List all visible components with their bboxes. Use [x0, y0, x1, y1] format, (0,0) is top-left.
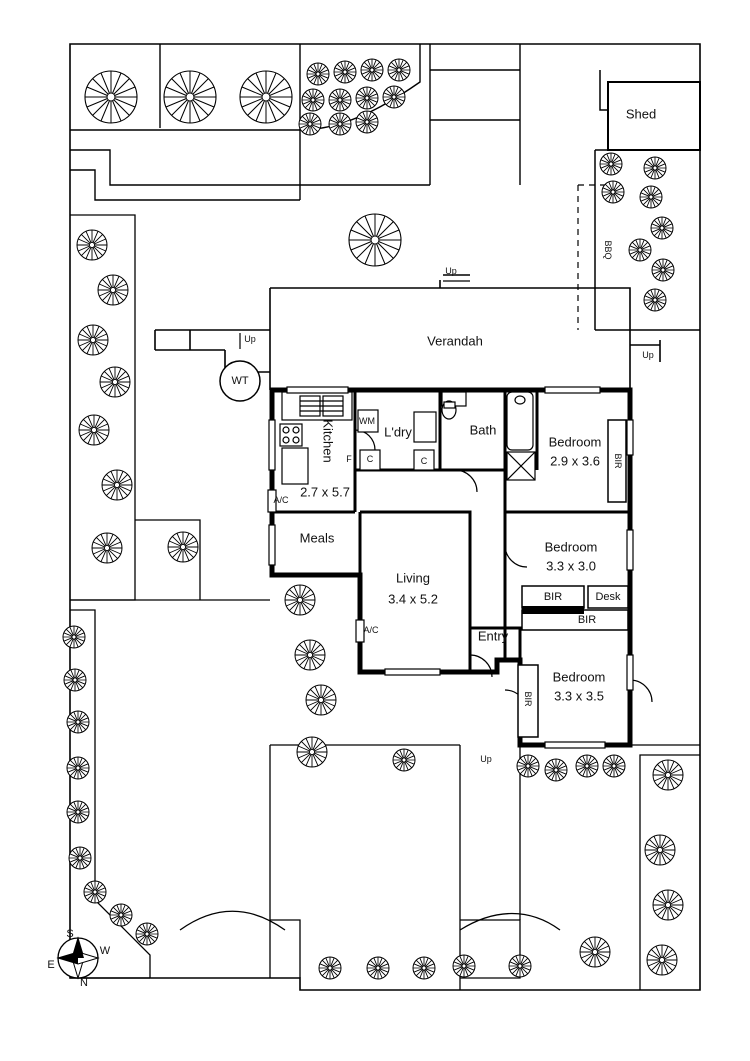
fixture-label-bir-3: BIR — [577, 614, 597, 626]
fixture-label-washing-machine: WM — [359, 416, 375, 426]
fixture-label-water-tank: WT — [231, 375, 249, 387]
room-label-laundry: L'dry — [384, 424, 412, 440]
fixture-label-cupboard-2: C — [420, 456, 428, 466]
room-dim-bedroom-2: 3.3 x 3.0 — [546, 558, 596, 574]
room-label-bedroom-3: Bedroom — [552, 669, 606, 685]
room-label-verandah: Verandah — [427, 333, 483, 349]
room-label-meals: Meals — [299, 530, 335, 546]
room-dim-living: 3.4 x 5.2 — [388, 591, 438, 607]
stair-up-marker-3: Up — [642, 350, 654, 360]
stair-up-marker-4: Up — [480, 754, 492, 764]
room-dim-bedroom-1: 2.9 x 3.6 — [550, 453, 600, 469]
compass-label-north: N — [80, 977, 88, 989]
stair-up-marker-2: Up — [244, 334, 256, 344]
compass-label-east: E — [47, 959, 55, 971]
room-label-bath: Bath — [469, 422, 497, 438]
room-label-bedroom-1: Bedroom — [548, 434, 602, 450]
fixture-label-bir-2: BIR — [543, 591, 563, 603]
fixture-label-cupboard-1: C — [366, 454, 374, 464]
room-label-kitchen: Kitchen — [320, 419, 336, 463]
fixture-label-fridge: F — [346, 454, 352, 464]
fixture-label-ac-2: A/C — [363, 625, 379, 635]
fixture-label-desk: Desk — [595, 591, 621, 603]
room-label-shed: Shed — [625, 106, 657, 122]
fixture-label-bir-4: BIR — [523, 691, 533, 707]
stair-up-marker-1: Up — [445, 266, 457, 276]
compass-label-south: S — [66, 928, 74, 940]
fixture-label-bbq: BBQ — [603, 240, 613, 260]
compass-label-west: W — [99, 945, 111, 957]
fixture-label-bir-1: BIR — [613, 453, 623, 469]
room-label-bedroom-2: Bedroom — [544, 539, 598, 555]
room-dim-kitchen: 2.7 x 5.7 — [300, 484, 350, 500]
room-dim-bedroom-3: 3.3 x 3.5 — [554, 688, 604, 704]
room-label-living: Living — [396, 570, 430, 586]
room-label-entry: Entry — [477, 628, 509, 644]
fixture-label-ac-1: A/C — [273, 495, 289, 505]
